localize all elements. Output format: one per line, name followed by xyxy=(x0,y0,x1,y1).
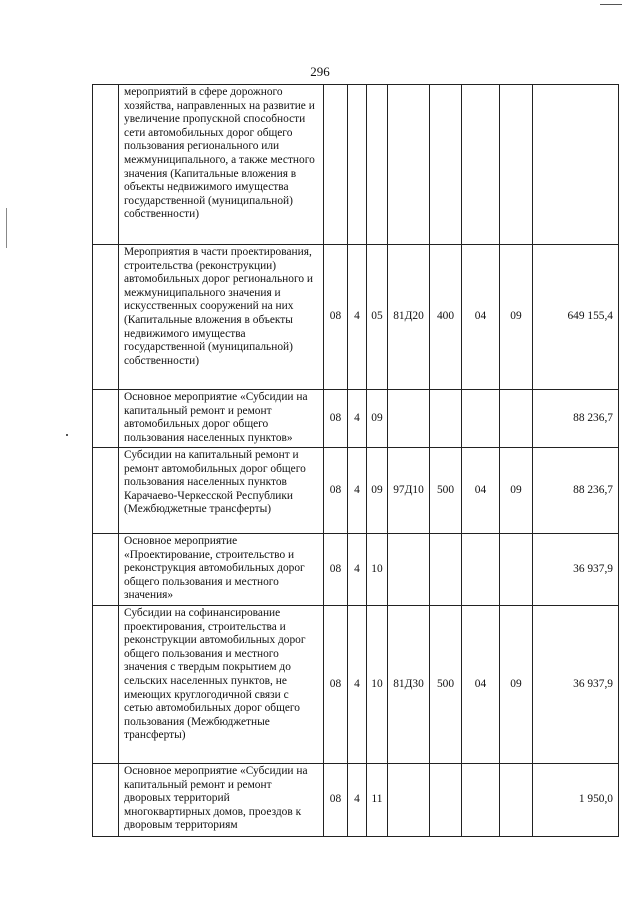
code3-cell: 09 xyxy=(367,448,388,534)
scan-dot xyxy=(66,434,68,436)
row-number-cell xyxy=(93,448,119,534)
row-name: мероприятий в сфере дорожного хозяйства, направленных на развитие и увеличение пропускной способности сети автомобильных дорог общего пользования регионального или межмуниципального, а также местного значения (Капитальные вложения в объекты недвижимого имущества государственной (муниципальной) собственности) xyxy=(119,85,324,245)
code7-cell: 09 xyxy=(500,245,533,390)
code1-cell xyxy=(324,85,348,245)
code1-cell: 08 xyxy=(324,606,348,764)
amount-cell: 88 236,7 xyxy=(533,448,619,534)
amount-cell: 88 236,7 xyxy=(533,390,619,448)
code5-cell: 500 xyxy=(430,606,462,764)
row-number-cell xyxy=(93,606,119,764)
amount-cell xyxy=(533,85,619,245)
code4-cell xyxy=(388,534,430,606)
code2-cell: 4 xyxy=(348,390,367,448)
code6-cell: 04 xyxy=(462,245,500,390)
table-row xyxy=(93,245,619,390)
table-row xyxy=(93,85,619,245)
code1-cell: 08 xyxy=(324,534,348,606)
amount-cell: 36 937,9 xyxy=(533,606,619,764)
code7-cell xyxy=(500,764,533,837)
code5-cell xyxy=(430,764,462,837)
code1-cell: 08 xyxy=(324,764,348,837)
row-name: Субсидии на софинансирование проектирования, строительства и реконструкции автомобильных дорог общего пользования и местного значения с твердым покрытием до сельских населенных пунктов, не имеющих круглогодичной связи с сетью автомобильных дорог общего пользования (Межбюджетные трансферты) xyxy=(119,606,324,764)
code5-cell xyxy=(430,534,462,606)
row-number-cell xyxy=(93,534,119,606)
code4-cell: 81Д30 xyxy=(388,606,430,764)
code4-cell: 97Д10 xyxy=(388,448,430,534)
amount-cell: 36 937,9 xyxy=(533,534,619,606)
code7-cell xyxy=(500,390,533,448)
table-row xyxy=(93,606,619,764)
table-row xyxy=(93,534,619,606)
code1-cell: 08 xyxy=(324,245,348,390)
code2-cell: 4 xyxy=(348,245,367,390)
code6-cell xyxy=(462,764,500,837)
code6-cell: 04 xyxy=(462,448,500,534)
table-row xyxy=(93,448,619,534)
table-row xyxy=(93,764,619,837)
code3-cell: 10 xyxy=(367,606,388,764)
row-number-cell xyxy=(93,245,119,390)
code3-cell xyxy=(367,85,388,245)
row-number-cell xyxy=(93,764,119,837)
row-name: Субсидии на капитальный ремонт и ремонт автомобильных дорог общего пользования населенных пунктов Карачаево-Черкесской Республики (Межбюджетные трансферты) xyxy=(119,448,324,534)
amount-cell: 649 155,4 xyxy=(533,245,619,390)
budget-table xyxy=(92,84,619,837)
amount-cell: 1 950,0 xyxy=(533,764,619,837)
code6-cell: 04 xyxy=(462,606,500,764)
code7-cell xyxy=(500,85,533,245)
code3-cell: 10 xyxy=(367,534,388,606)
row-number-cell xyxy=(93,85,119,245)
code4-cell xyxy=(388,85,430,245)
code2-cell: 4 xyxy=(348,534,367,606)
scan-mark-top xyxy=(600,4,622,5)
code5-cell: 500 xyxy=(430,448,462,534)
code3-cell: 09 xyxy=(367,390,388,448)
code4-cell: 81Д20 xyxy=(388,245,430,390)
row-name: Мероприятия в части проектирования, строительства (реконструкции) автомобильных дорог регионального и межмуниципального значения и искусственных сооружений на них (Капитальные вложения в объекты недвижимого имущества государственной (муниципальной) собственности) xyxy=(119,245,324,390)
table-row xyxy=(93,390,619,448)
page-number: 296 xyxy=(310,64,330,79)
code2-cell: 4 xyxy=(348,448,367,534)
row-number-cell xyxy=(93,390,119,448)
code4-cell xyxy=(388,764,430,837)
code2-cell: 4 xyxy=(348,606,367,764)
code2-cell: 4 xyxy=(348,764,367,837)
code5-cell xyxy=(430,390,462,448)
code6-cell xyxy=(462,534,500,606)
code2-cell xyxy=(348,85,367,245)
code7-cell: 09 xyxy=(500,606,533,764)
row-name: Основное мероприятие «Субсидии на капитальный ремонт и ремонт дворовых территорий многоквартирных домов, проездов к дворовым территориям xyxy=(119,764,324,837)
code5-cell: 400 xyxy=(430,245,462,390)
code1-cell: 08 xyxy=(324,448,348,534)
code6-cell xyxy=(462,390,500,448)
row-name: Основное мероприятие «Субсидии на капитальный ремонт и ремонт автомобильных дорог общего пользования населенных пунктов» xyxy=(119,390,324,448)
row-name: Основное мероприятие «Проектирование, строительство и реконструкция автомобильных дорог общего пользования и местного значения» xyxy=(119,534,324,606)
code4-cell xyxy=(388,390,430,448)
code3-cell: 05 xyxy=(367,245,388,390)
scan-mark-left xyxy=(6,208,7,248)
code7-cell xyxy=(500,534,533,606)
code3-cell: 11 xyxy=(367,764,388,837)
code1-cell: 08 xyxy=(324,390,348,448)
code5-cell xyxy=(430,85,462,245)
code7-cell: 09 xyxy=(500,448,533,534)
code6-cell xyxy=(462,85,500,245)
